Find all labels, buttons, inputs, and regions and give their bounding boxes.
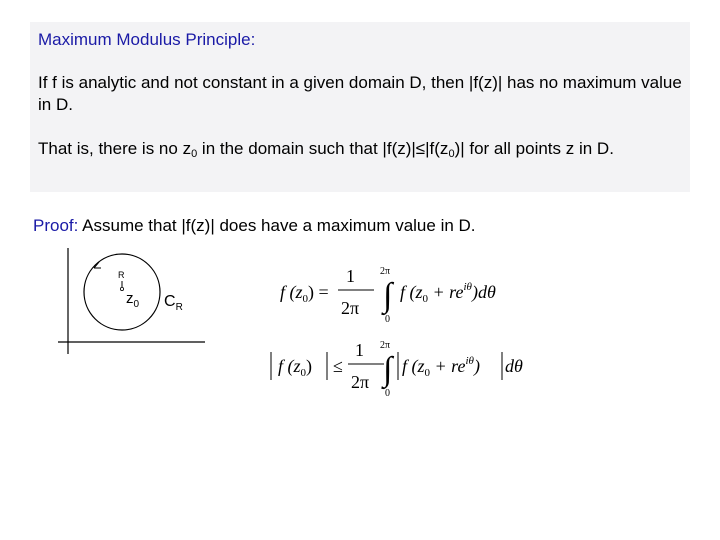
svg-text:1: 1 xyxy=(346,266,355,286)
center-label: $z_0$ xyxy=(126,290,140,310)
svg-text:f (z0) =: f $(z_0)$ = xyxy=(280,282,329,305)
svg-text:2π: 2π xyxy=(351,372,370,392)
proof-label: Proof: xyxy=(33,216,79,235)
integral-sign: ∫ xyxy=(383,351,393,388)
restatement: That is, there is no $z_0$ in the domain such that $|f(z)|\le|f(z_0)|$ for all points z in D. xyxy=(38,139,614,160)
svg-text:0: 0 xyxy=(385,388,390,399)
svg-text:2π: 2π xyxy=(380,340,391,351)
circle-cr xyxy=(84,254,160,330)
integral-sign: ∫ xyxy=(383,277,393,314)
svg-text:f (z0): f $(z_0)$ xyxy=(278,356,312,379)
svg-text:f (z0 + reiθ)dθ: f $(z_0 + re^{i\theta})d\theta$ xyxy=(400,281,496,305)
svg-text:2π: 2π xyxy=(341,298,360,318)
curve-label: $C_R$ xyxy=(164,293,183,313)
svg-text:≤: ≤ xyxy=(333,356,343,376)
svg-text:1: 1 xyxy=(355,340,364,360)
theorem-statement: If f is analytic and not constant in a given domain D, then |f(z)| has no maximum value in D. xyxy=(38,73,682,114)
svg-text:2π: 2π xyxy=(380,266,391,277)
proof-text: Assume that |f(z)| does have a maximum value in D. xyxy=(78,216,476,235)
svg-text:f (z0 + reiθ): f $(z_0 + re^{i\theta})$ xyxy=(402,355,480,379)
slide-title: Maximum Modulus Principle: xyxy=(38,30,256,49)
radius-label: R xyxy=(118,270,125,280)
svg-text:dθ: dθ xyxy=(505,356,523,376)
center-point xyxy=(120,287,123,290)
orientation-arrow-icon xyxy=(94,262,101,268)
proof-line xyxy=(33,216,476,236)
svg-text:0: 0 xyxy=(385,314,390,325)
